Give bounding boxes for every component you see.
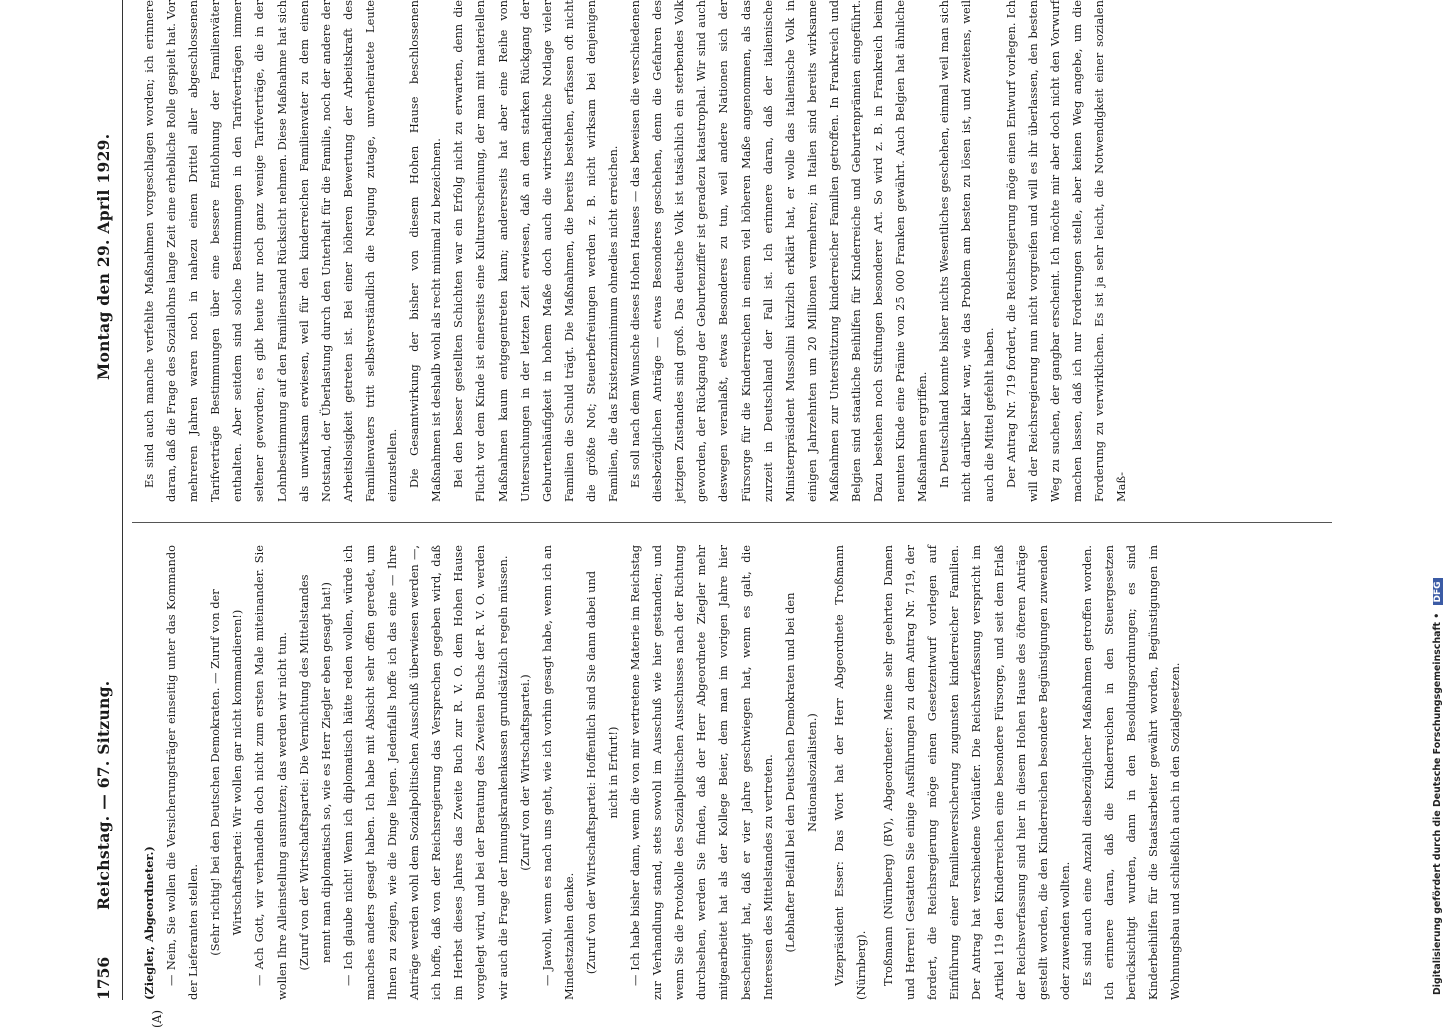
paragraph: Es sind auch eine Anzahl diesbezüglicher Maßnahmen getroffen worden. Ich erinnere daran, daß die Kinderreichen in den Steuergesetzen berücksichtigt wurden, dann in den Besoldungsordnungen; es sind Kinderbeihilfen für die Staatsarbeiter gewährt worden, Begünstigungen im Wohnungsbau und schließlich auch in den Sozialgesetzen. (1079, 545, 1183, 1000)
session-date: Montag den 29. April 1929. (94, 133, 113, 380)
column-divider (132, 522, 1332, 523)
applause-note: (Lebhafter Beifall bei den Deutschen Demokraten und bei den Nationalsozialisten.) (782, 592, 819, 953)
paragraph: — Jawohl, wenn es nach uns geht, wie ich vorhin gesagt habe, wenn ich an Mindestzahlen denke. (539, 545, 576, 1000)
left-column (138, 545, 1186, 1000)
interjection: (Zuruf von der Wirtschaftspartei: Die Vernichtung des Mittelstandes nennt man diplomatisch so, wie es Herr Ziegler eben gesagt hat!) (296, 574, 333, 971)
paragraph: Es soll nach dem Wunsche dieses Hohen Hauses — das beweisen die verschiedenen diesbezüglichen Anträge — etwas Besonderes geschehen, denn die Gefahren des jetzigen Zustandes sind groß. Das deutsche Volk ist tatsächlich ein sterbendes Volk geworden, der Rückgang der Geburtenziffer ist geradezu katastrophal. Wir sind auch deswegen veranlaßt, etwas Besonderes zu tun, weil andere Nationen sich der Fürsorge für die Kinderreichen in einem viel höheren Maße angenommen, als das zurzeit in Deutschland der Fall ist. Ich erinnere daran, daß der italienische Ministerpräsident Mussolini kürzlich erklärt hat, er wolle das italienische Volk in einigen Jahrzehnten um 20 Millionen vermehren; in Italien sind bereits wirksame Maßnahmen zur Unterstützung kinderreicher Familien getroffen. In Frankreich und Belgien sind staatliche Beihilfen für Kinderreiche und Geburtenprämien eingeführt. Dazu bestehen noch Stiftungen besonderer Art. So wird z. B. in Frankreich beim neunten Kinde eine Prämie von 25 000 Franken gewährt. Auch Belgien hat ähnliche Maßnahmen ergriffen. (628, 0, 930, 502)
interjection: (Zuruf von der Wirtschaftspartei.) (517, 674, 532, 871)
session-title: Reichstag. — 67. Sitzung. (94, 680, 113, 910)
header-rule (122, 0, 123, 1000)
interjection: (Zuruf von der Wirtschaftspartei: Hoffentlich sind Sie dann dabei und nicht in Erfurt!) (583, 570, 620, 975)
paragraph: — Ich glaube nicht! Wenn ich diplomatisch hätte reden wollen, würde ich manches anders gesagt haben. Ich habe mit Absicht sehr offen geredet, um Ihnen zu zeigen, wie die Dinge liegen. Jedenfalls hoffe ich das eine — Ihre Anträge werden wohl dem Sozialpolitischen Ausschuß überwiesen werden —, ich hoffe, daß von der Reichsregierung das Versprechen gegeben wird, daß im Herbst dieses Jahres das Zweite Buch zur R. V. O. dem Hohen Hause vorgelegt wird, und bei der Beratung des Zweiten Buchs der R. V. O. werden wir auch die Frage der Innungskrankenkassen grundsätzlich regeln müssen. (340, 545, 510, 1000)
paragraph: — Nein, Sie wollen die Versicherungsträger einseitig unter das Kommando der Lieferanten stellen. (164, 545, 201, 1000)
rotated-document-page (90, 0, 1330, 1028)
dfg-logo: DFG (1433, 578, 1443, 605)
paragraph: Der Antrag Nr. 719 fordert, die Reichsregierung möge einen Entwurf vorlegen. Ich will der Reichsregierung nun nicht vorgreifen und will es ihr überlassen, den besten Weg zu suchen, der gangbar erscheint. Ich möchte mir aber doch nicht den Vorwurf machen lassen, daß ich nur Forderungen stelle, aber keinen Weg angebe, um die Forderung zu verwirklichen. Es ist ja sehr leicht, die Notwendigkeit einer sozialen Maß- (1003, 0, 1129, 502)
interjection: (Sehr richtig! bei den Deutschen Demokraten. — Zuruf von der Wirtschaftspartei: Wir wollen gar nicht kommandieren!) (208, 589, 245, 956)
paragraph: — Ich habe bisher dann, wenn die von mir vertretene Materie im Reichstag zur Verhandlung stand, stets sowohl im Ausschuß wie hier gestanden; und wenn Sie die Protokolle des Sozialpolitischen Ausschusses nach der Richtung durchsehen, werden Sie finden, daß der Herr Abgeordnete Ziegler mehr mitgearbeitet hat als der Kollege Beier, dem man im vorigen Jahre hier bescheinigt hat, daß er vier Jahre geschwiegen hat, wenn es galt, die Interessen des Mittelstandes zu vertreten. (628, 545, 775, 1000)
paragraph: Bei den besser gestellten Schichten war ein Erfolg nicht zu erwarten, denn die Flucht vor dem Kinde ist einerseits eine Kulturerscheinung, der man mit materiellen Maßnahmen kaum entgegentreten kann; andererseits hat aber eine Reihe von Untersuchungen in der letzten Zeit erwiesen, daß an dem starken Rückgang der Geburtenhäufigkeit in hohem Maße doch auch die wirtschaftliche Notlage vieler Familien die Schuld trägt. Die Maßnahmen, die bereits bestehen, erfassen oft nicht die größte Not; Steuerbefreiungen werden z. B. nicht wirksam bei denjenigen Familien, die das Existenzminimum ohnedies nicht erreichen. (451, 0, 620, 502)
speech-trossmann: Troßmann (Nürnberg) (BV), Abgeordneter: Meine sehr geehrten Damen und Herren! Gestatten Sie einige Ausführungen zu dem Antrag Nr. 719, der fordert, die Reichsregierung möge einen Gesetzentwurf vorlegen auf Einführung einer Familienversicherung zugunsten kinderreicher Familien. Der Antrag hat verschiedene Vorläufer. Die Reichsverfassung verspricht im Artikel 119 den Kinderreichen eine besondere Fürsorge, und seit dem Erlaß der Reichsverfassung sind hier in diesem Hohen Hause des öfteren Anträge gestellt worden, die den Kinderreichen besondere Begünstigungen zuwenden oder zuwenden wollten. (881, 545, 1072, 1000)
page-header (90, 0, 126, 1000)
page-number: 1756 (94, 956, 113, 1000)
paragraph: Es sind auch manche verfehlte Maßnahmen vorgeschlagen worden; ich erinnere daran, daß die Frage des Soziallohns lange Zeit eine erhebliche Rolle gespielt hat. Vor mehreren Jahren waren noch in nahezu einem Drittel aller abgeschlossenen Tarifverträge Bestimmungen über eine bessere Entlohnung der Familienväter enthalten. Aber seitdem sind solche Bestimmungen in den Tarifverträgen immer seltener geworden; es gibt heute nur noch ganz wenige Tarifverträge, die in der Lohnbestimmung auf den Familienstand Rücksicht nehmen. Diese Maßnahme hat sich als unwirksam erwiesen, weil für den kinderreichen Familienvater zu dem einen Notstand, der Überlastung durch den Unterhalt für die Familie, noch der andere der Arbeitslosigkeit getreten ist. Bei einer höheren Bewertung der Arbeitskraft des Familienvaters tritt selbstverständlich die Neigung zutage, unverheiratete Leute einzustellen. (142, 0, 400, 502)
paragraph: Die Gesamtwirkung der bisher von diesem Hohen Hause beschlossenen Maßnahmen ist deshalb wohl als recht minimal zu bezeichnen. (407, 0, 444, 502)
paragraph: — Ach Gott, wir verhandeln doch nicht zum ersten Male miteinander. Sie wollen Ihre Alleinstellung ausnutzen; das werden wir nicht tun. (252, 545, 289, 1000)
chair-statement: Vizepräsident Esser: Das Wort hat der Herr Abgeordnete Troßmann (Nürnberg). (831, 545, 868, 1000)
right-column (138, 0, 1132, 502)
dfg-watermark (1432, 578, 1443, 995)
speaker-continuation: (Ziegler, Abgeordneter.) (142, 846, 156, 1000)
dfg-watermark-text: Digitalisierung gefördert durch die Deutsche Forschungsgemeinschaft • (1432, 612, 1443, 995)
paragraph: In Deutschland konnte bisher nichts Wesentliches geschehen, einmal weil man sich nicht darüber klar war, wie das Problem am besten zu lösen ist, und zweitens, weil auch die Mittel gefehlt haben. (937, 0, 996, 502)
margin-marker-a: (A) (150, 1009, 164, 1028)
